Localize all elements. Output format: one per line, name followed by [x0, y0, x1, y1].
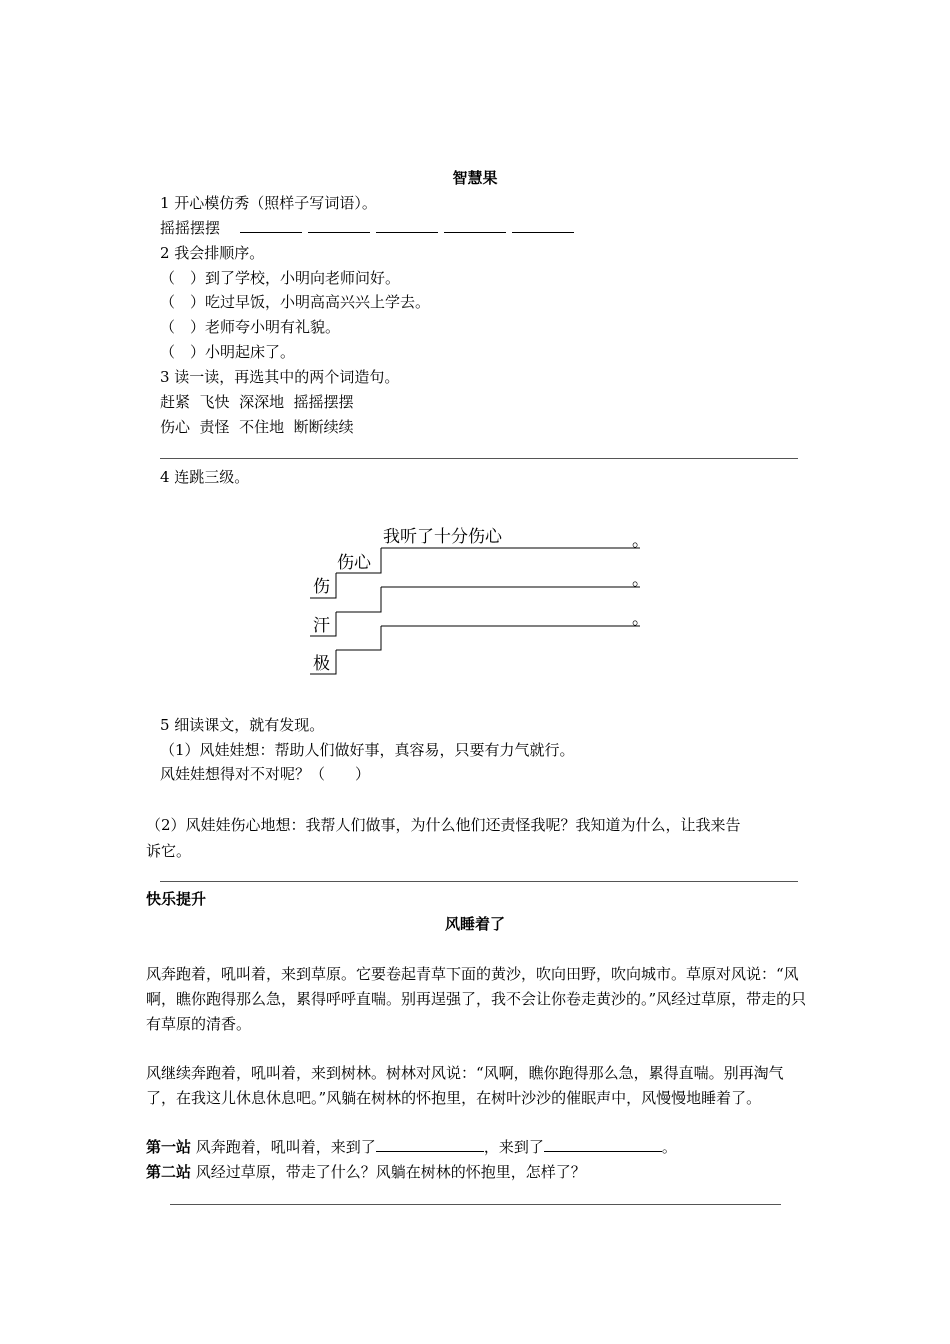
step-3	[336, 587, 381, 612]
q4-prompt: 4 连跳三级。	[160, 468, 250, 486]
station-1-text-a: 风奔跑着，吼叫着，来到了	[195, 1138, 376, 1156]
station-1-label: 第一站	[146, 1138, 192, 1156]
answer-blank[interactable]	[376, 218, 438, 233]
answer-line[interactable]	[170, 1204, 781, 1205]
period-mark: 。	[632, 531, 649, 551]
order-item: （ ）到了学校，小明向老师问好。	[160, 269, 401, 287]
story-paragraph-1: 风奔跑着，吼叫着，来到草原。它要卷起青草下面的黄沙，吹向田野，吹向城市。草原对风说：“风啊，瞧你跑得那么急，累得呼呼直喘。别再逞强了，我不会让你卷走黄沙的。”风经过草原，带走的只有草原的清香。	[146, 965, 807, 1033]
answer-blank[interactable]	[444, 218, 506, 233]
q3-word-row-1: 赶紧 飞快 深深地 摇摇摆摆	[160, 393, 354, 411]
period-mark: 。	[632, 609, 649, 629]
answer-blank[interactable]	[308, 218, 370, 233]
q3-prompt: 3 读一读，再选其中的两个词造句。	[160, 368, 400, 386]
q1-example: 摇摇摆摆	[160, 219, 221, 237]
order-item: （ ）老师夸小明有礼貌。	[160, 318, 341, 336]
answer-blank[interactable]	[512, 218, 574, 233]
q2-prompt: 2 我会排顺序。	[160, 244, 265, 262]
station-2-label: 第二站	[146, 1163, 192, 1181]
step-5	[336, 626, 381, 650]
answer-line[interactable]	[160, 458, 798, 459]
q5-sub1: （1）风娃娃想：帮助人们做好事，真容易，只要有力气就行。	[160, 741, 575, 759]
q5-sub2-line1: （2）风娃娃伤心地想：我帮人们做事，为什么他们还责怪我呢？我知道为什么，让我来告	[146, 816, 741, 834]
top-sentence: 我听了十分伤心	[383, 527, 502, 547]
q5-sub1-question: 风娃娃想得对不对呢？（ ）	[160, 765, 371, 783]
step-word-2: 伤	[313, 577, 330, 597]
q1-prompt: 1 开心模仿秀（照样子写词语）。	[160, 194, 377, 212]
q5-prompt: 5 细读课文，就有发现。	[160, 716, 325, 734]
section-title: 智慧果	[452, 169, 498, 187]
station-1-text-c: 。	[661, 1138, 677, 1156]
section-heading: 快乐提升	[146, 890, 207, 908]
step-word-4: 极	[313, 654, 330, 674]
q5-sub2-line2: 诉它。	[146, 842, 192, 860]
q1-example-row	[160, 218, 580, 238]
step-word-3: 汗	[313, 616, 330, 636]
q3-word-row-2: 伤心 责怪 不住地 断断续续	[160, 418, 354, 436]
story-paragraph-2: 风继续奔跑着，吼叫着，来到树林。树林对风说：“风啊，瞧你跑得那么急，累得直喘。别再淘气了，在我这儿休息休息吧。”风躺在树林的怀抱里，在树叶沙沙的催眠声中，风慢慢地睡着了。	[146, 1064, 784, 1107]
station-2-text: 风经过草原，带走了什么？风躺在树林的怀抱里，怎样了？	[195, 1163, 586, 1181]
staircase-diagram	[300, 518, 660, 680]
answer-blank[interactable]	[376, 1137, 484, 1152]
answer-line[interactable]	[160, 881, 798, 882]
period-mark: 。	[632, 570, 649, 590]
answer-blank[interactable]	[240, 218, 302, 233]
station-2	[146, 1162, 586, 1182]
order-item: （ ）吃过早饭，小明高高兴兴上学去。	[160, 293, 431, 311]
station-1-text-b: ，来到了	[483, 1138, 544, 1156]
step-word-1: 伤心	[337, 553, 371, 573]
order-item: （ ）小明起床了。	[160, 343, 296, 361]
story-title: 风睡着了	[444, 915, 505, 933]
station-1	[146, 1137, 677, 1157]
answer-blank[interactable]	[544, 1137, 662, 1152]
